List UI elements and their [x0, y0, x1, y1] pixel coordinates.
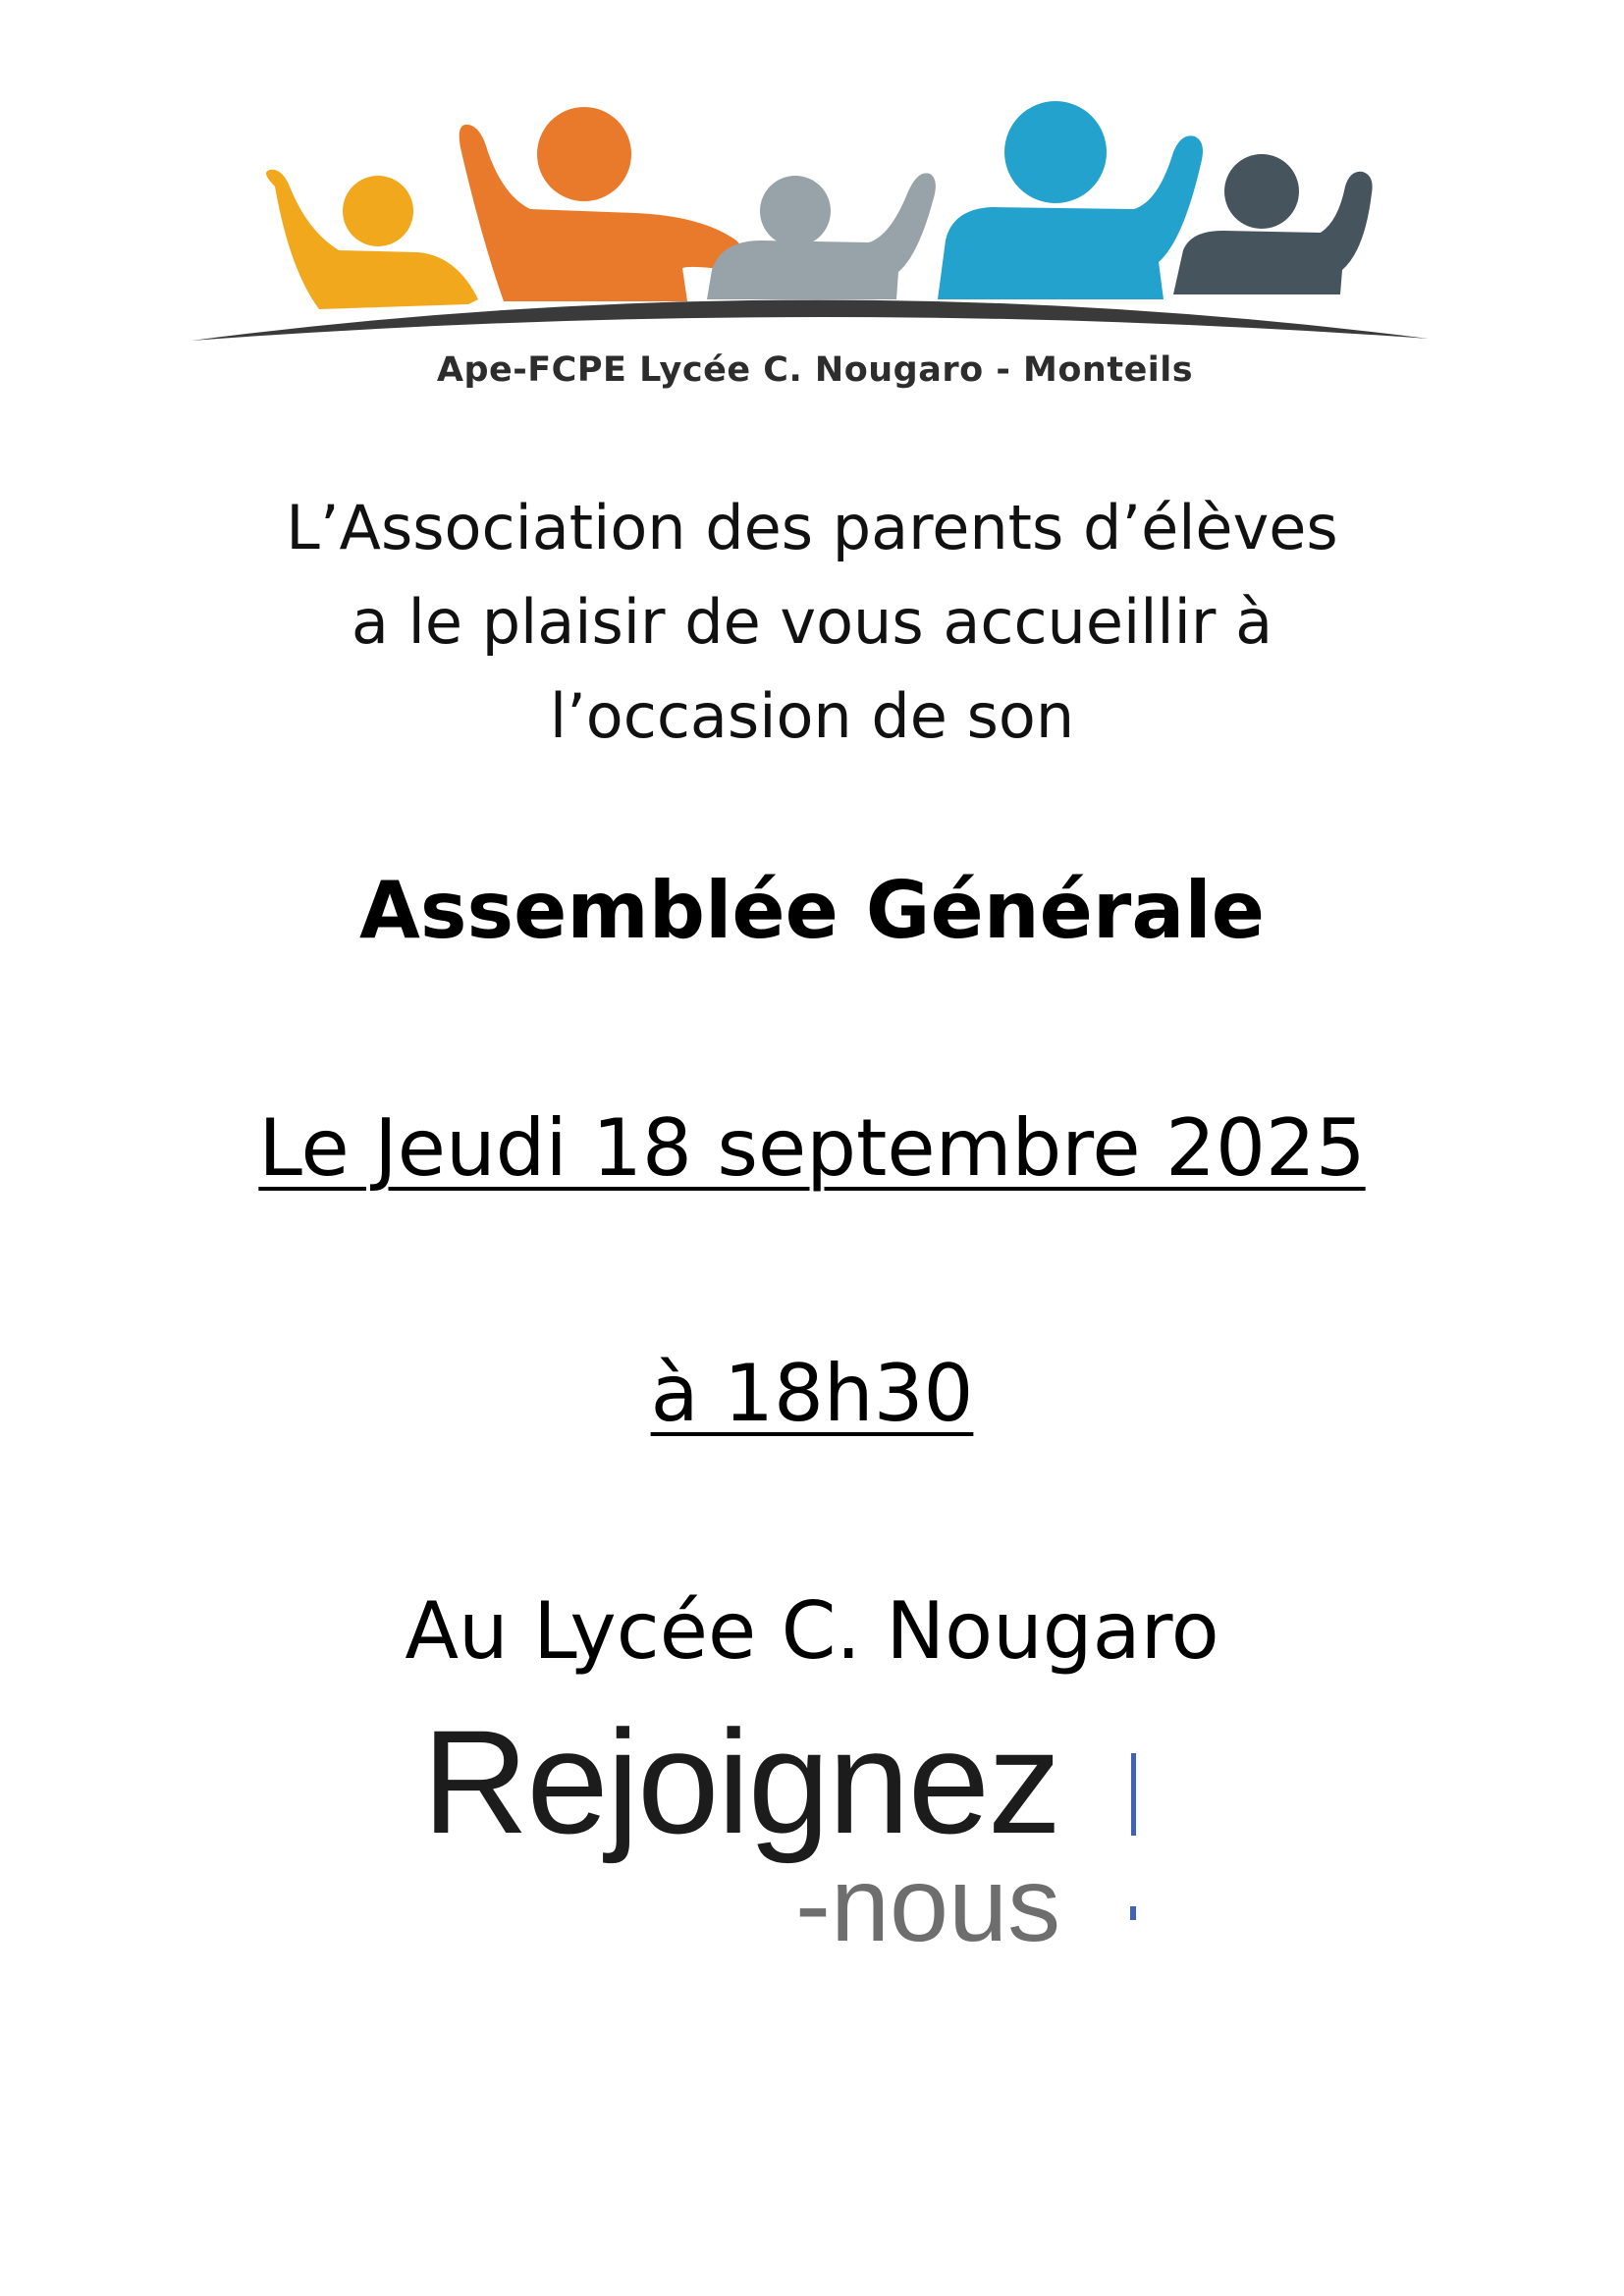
exclamation-dot-icon [1130, 1906, 1136, 1920]
intro-line-2: a le plaisir de vous accueillir à [351, 586, 1273, 658]
slate-figure [1173, 154, 1373, 294]
yellow-figure [266, 170, 478, 309]
event-date: Le Jeudi 18 septembre 2025 [258, 1102, 1366, 1194]
people-figures-logo-graphic [191, 93, 1438, 358]
join-main-text: Rejoignez [422, 1699, 1060, 1864]
logo-caption: Ape-FCPE Lycée C. Nougaro - Monteils [436, 350, 1194, 390]
orange-figure [460, 107, 744, 301]
intro-line-3: l’occasion de son [549, 680, 1075, 752]
join-us-graphic [422, 1698, 1168, 1963]
join-sub-text: -nous [795, 1844, 1061, 1963]
event-title: Assemblée Générale [358, 865, 1266, 956]
intro-line-1: L’Association des parents d’élèves [286, 492, 1338, 563]
gray-figure [707, 173, 936, 299]
blue-figure [938, 101, 1203, 299]
event-time: à 18h30 [650, 1348, 974, 1439]
event-place: Au Lycée C. Nougaro [405, 1585, 1219, 1677]
intro-text [0, 481, 1624, 764]
association-logo [191, 93, 1438, 407]
exclamation-bar-icon [1131, 1753, 1136, 1836]
